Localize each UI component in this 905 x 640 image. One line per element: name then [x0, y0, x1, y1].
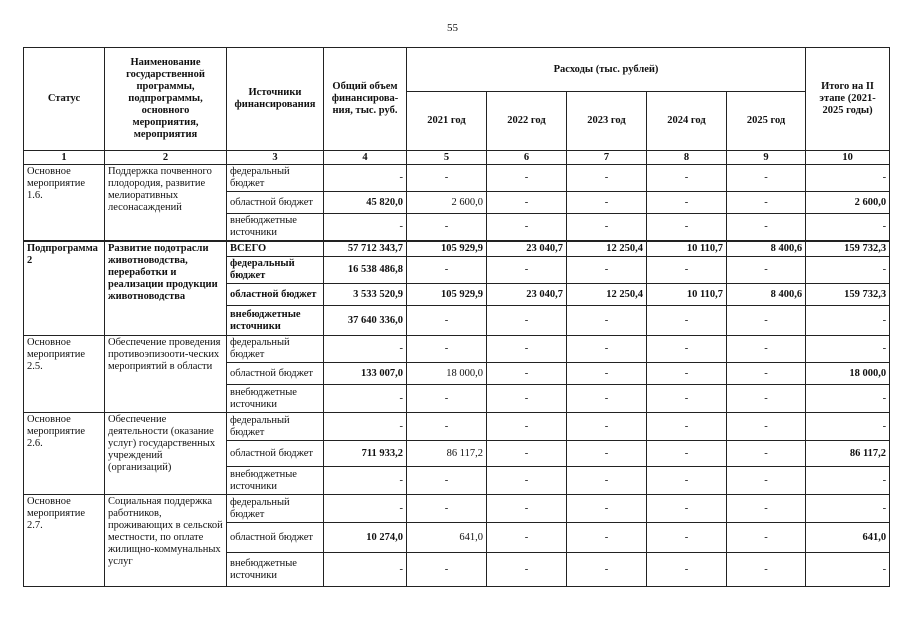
row-source: внебюджетные источники [227, 467, 324, 495]
row-itogo: - [806, 257, 890, 284]
row-2023: - [567, 553, 647, 587]
row-itogo: - [806, 467, 890, 495]
row-total: - [324, 165, 407, 192]
table-row [24, 336, 890, 363]
row-2021: - [407, 495, 487, 523]
row-source: внебюджетные источники [227, 306, 324, 336]
table-row [24, 413, 890, 441]
row-2021: - [407, 336, 487, 363]
row-2024: - [647, 192, 727, 214]
row-itogo: - [806, 165, 890, 192]
row-source: областной бюджет [227, 523, 324, 553]
row-total: - [324, 413, 407, 441]
row-2021: - [407, 385, 487, 413]
row-2022: 23 040,7 [487, 241, 567, 257]
row-itogo: - [806, 553, 890, 587]
row-2022: - [487, 257, 567, 284]
header-itogo: Итого на II этапе (2021-2025 годы) [806, 48, 890, 151]
row-2025: - [727, 523, 806, 553]
row-2025: - [727, 336, 806, 363]
row-total: - [324, 553, 407, 587]
row-itogo: 86 117,2 [806, 441, 890, 467]
header-year-2024: 2024 год [647, 92, 727, 151]
row-status: Подпрограмма 2 [24, 241, 105, 336]
row-2025: - [727, 306, 806, 336]
row-name: Обеспечение проведения противоэпизооти-ческих мероприятий в области [105, 336, 227, 413]
row-2023: 12 250,4 [567, 241, 647, 257]
row-itogo: - [806, 214, 890, 242]
row-2021: 86 117,2 [407, 441, 487, 467]
page-number: 55 [447, 22, 458, 34]
row-itogo: - [806, 336, 890, 363]
row-status: Основное мероприятие 2.7. [24, 495, 105, 587]
row-2022: - [487, 192, 567, 214]
row-2025: - [727, 363, 806, 385]
row-2021: 2 600,0 [407, 192, 487, 214]
row-2023: - [567, 385, 647, 413]
row-2021: 641,0 [407, 523, 487, 553]
col-number: 7 [567, 151, 647, 165]
row-name: Обеспечение деятельности (оказание услуг) государственных учреждений (организаций) [105, 413, 227, 495]
row-2021: - [407, 306, 487, 336]
row-2024: 10 110,7 [647, 284, 727, 306]
row-itogo: - [806, 495, 890, 523]
row-2021: 105 929,9 [407, 284, 487, 306]
row-source: федеральный бюджет [227, 165, 324, 192]
row-itogo: 159 732,3 [806, 284, 890, 306]
row-source: областной бюджет [227, 284, 324, 306]
row-source: внебюджетные источники [227, 385, 324, 413]
row-2025: 8 400,6 [727, 241, 806, 257]
row-2024: - [647, 553, 727, 587]
col-number: 9 [727, 151, 806, 165]
row-total: 45 820,0 [324, 192, 407, 214]
row-2024: - [647, 257, 727, 284]
row-2024: - [647, 385, 727, 413]
header-year-2021: 2021 год [407, 92, 487, 151]
row-2022: 23 040,7 [487, 284, 567, 306]
row-itogo: 18 000,0 [806, 363, 890, 385]
column-numbers-row [24, 151, 890, 165]
row-2021: - [407, 257, 487, 284]
row-2022: - [487, 385, 567, 413]
row-total: 133 007,0 [324, 363, 407, 385]
row-2022: - [487, 214, 567, 242]
row-2021: - [407, 413, 487, 441]
row-source: федеральный бюджет [227, 257, 324, 284]
table-row [24, 495, 890, 523]
row-2023: - [567, 467, 647, 495]
row-total: 711 933,2 [324, 441, 407, 467]
col-number: 4 [324, 151, 407, 165]
col-number: 8 [647, 151, 727, 165]
row-2023: - [567, 165, 647, 192]
row-2023: - [567, 192, 647, 214]
row-name: Развитие подотрасли животноводства, переработки и реализации продукции животноводства [105, 241, 227, 336]
row-source: ВСЕГО [227, 241, 324, 257]
row-itogo: - [806, 413, 890, 441]
row-2021: - [407, 165, 487, 192]
row-2024: - [647, 306, 727, 336]
row-2024: - [647, 214, 727, 242]
row-2025: - [727, 214, 806, 242]
row-2025: - [727, 553, 806, 587]
row-2025: - [727, 165, 806, 192]
row-2024: - [647, 495, 727, 523]
header-expenses: Расходы (тыс. рублей) [407, 48, 806, 92]
row-name: Социальная поддержка работников, проживающих в сельской местности, по оплате жилищно-коммунальных услуг [105, 495, 227, 587]
row-name: Поддержка почвенного плодородия, развитие мелиоративных лесонасаждений [105, 165, 227, 242]
row-2023: - [567, 523, 647, 553]
row-total: - [324, 495, 407, 523]
row-total: 3 533 520,9 [324, 284, 407, 306]
row-source: федеральный бюджет [227, 413, 324, 441]
row-total: - [324, 385, 407, 413]
row-itogo: - [806, 385, 890, 413]
row-2021: - [407, 467, 487, 495]
table-row [24, 241, 890, 257]
row-itogo: - [806, 306, 890, 336]
row-2021: 18 000,0 [407, 363, 487, 385]
header-source: Источники финансирования [227, 48, 324, 151]
row-2024: - [647, 441, 727, 467]
row-2022: - [487, 165, 567, 192]
row-2024: - [647, 336, 727, 363]
header-year-2022: 2022 год [487, 92, 567, 151]
row-2025: - [727, 192, 806, 214]
row-2024: 10 110,7 [647, 241, 727, 257]
row-source: федеральный бюджет [227, 336, 324, 363]
row-2024: - [647, 165, 727, 192]
row-total: - [324, 214, 407, 242]
col-number: 10 [806, 151, 890, 165]
row-2023: - [567, 214, 647, 242]
col-number: 2 [105, 151, 227, 165]
row-2022: - [487, 336, 567, 363]
row-2021: - [407, 214, 487, 242]
row-source: областной бюджет [227, 363, 324, 385]
row-2025: - [727, 495, 806, 523]
row-total: 16 538 486,8 [324, 257, 407, 284]
row-2023: - [567, 413, 647, 441]
row-total: 10 274,0 [324, 523, 407, 553]
header-status: Статус [24, 48, 105, 151]
row-status: Основное мероприятие 2.6. [24, 413, 105, 495]
header-total: Общий объем финансирова-ния, тыс. руб. [324, 48, 407, 151]
col-number: 3 [227, 151, 324, 165]
col-number: 1 [24, 151, 105, 165]
row-status: Основное мероприятие 2.5. [24, 336, 105, 413]
row-total: - [324, 467, 407, 495]
row-2025: - [727, 441, 806, 467]
row-2025: 8 400,6 [727, 284, 806, 306]
row-source: областной бюджет [227, 441, 324, 467]
row-source: федеральный бюджет [227, 495, 324, 523]
row-2021: 105 929,9 [407, 241, 487, 257]
row-2021: - [407, 553, 487, 587]
row-2024: - [647, 363, 727, 385]
header-year-2025: 2025 год [727, 92, 806, 151]
row-total: - [324, 336, 407, 363]
col-number: 5 [407, 151, 487, 165]
row-2022: - [487, 523, 567, 553]
header-name: Наименование государственной программы, подпрограммы, основного мероприятия, мероприятия [105, 48, 227, 151]
row-2024: - [647, 467, 727, 495]
row-2022: - [487, 363, 567, 385]
row-2023: 12 250,4 [567, 284, 647, 306]
row-2022: - [487, 441, 567, 467]
budget-table [23, 47, 890, 587]
row-2023: - [567, 495, 647, 523]
row-itogo: 2 600,0 [806, 192, 890, 214]
row-2023: - [567, 363, 647, 385]
row-2023: - [567, 257, 647, 284]
row-2025: - [727, 413, 806, 441]
table-row [24, 165, 890, 192]
row-2023: - [567, 441, 647, 467]
row-total: 57 712 343,7 [324, 241, 407, 257]
row-status: Основное мероприятие 1.6. [24, 165, 105, 242]
row-2024: - [647, 523, 727, 553]
row-2022: - [487, 495, 567, 523]
row-itogo: 159 732,3 [806, 241, 890, 257]
row-itogo: 641,0 [806, 523, 890, 553]
row-2022: - [487, 306, 567, 336]
row-2025: - [727, 467, 806, 495]
row-2025: - [727, 257, 806, 284]
col-number: 6 [487, 151, 567, 165]
row-2023: - [567, 336, 647, 363]
header-year-2023: 2023 год [567, 92, 647, 151]
row-2022: - [487, 413, 567, 441]
row-source: областной бюджет [227, 192, 324, 214]
row-2022: - [487, 467, 567, 495]
row-source: внебюджетные источники [227, 214, 324, 242]
row-2025: - [727, 385, 806, 413]
row-2023: - [567, 306, 647, 336]
row-total: 37 640 336,0 [324, 306, 407, 336]
row-2024: - [647, 413, 727, 441]
row-2022: - [487, 553, 567, 587]
row-source: внебюджетные источники [227, 553, 324, 587]
